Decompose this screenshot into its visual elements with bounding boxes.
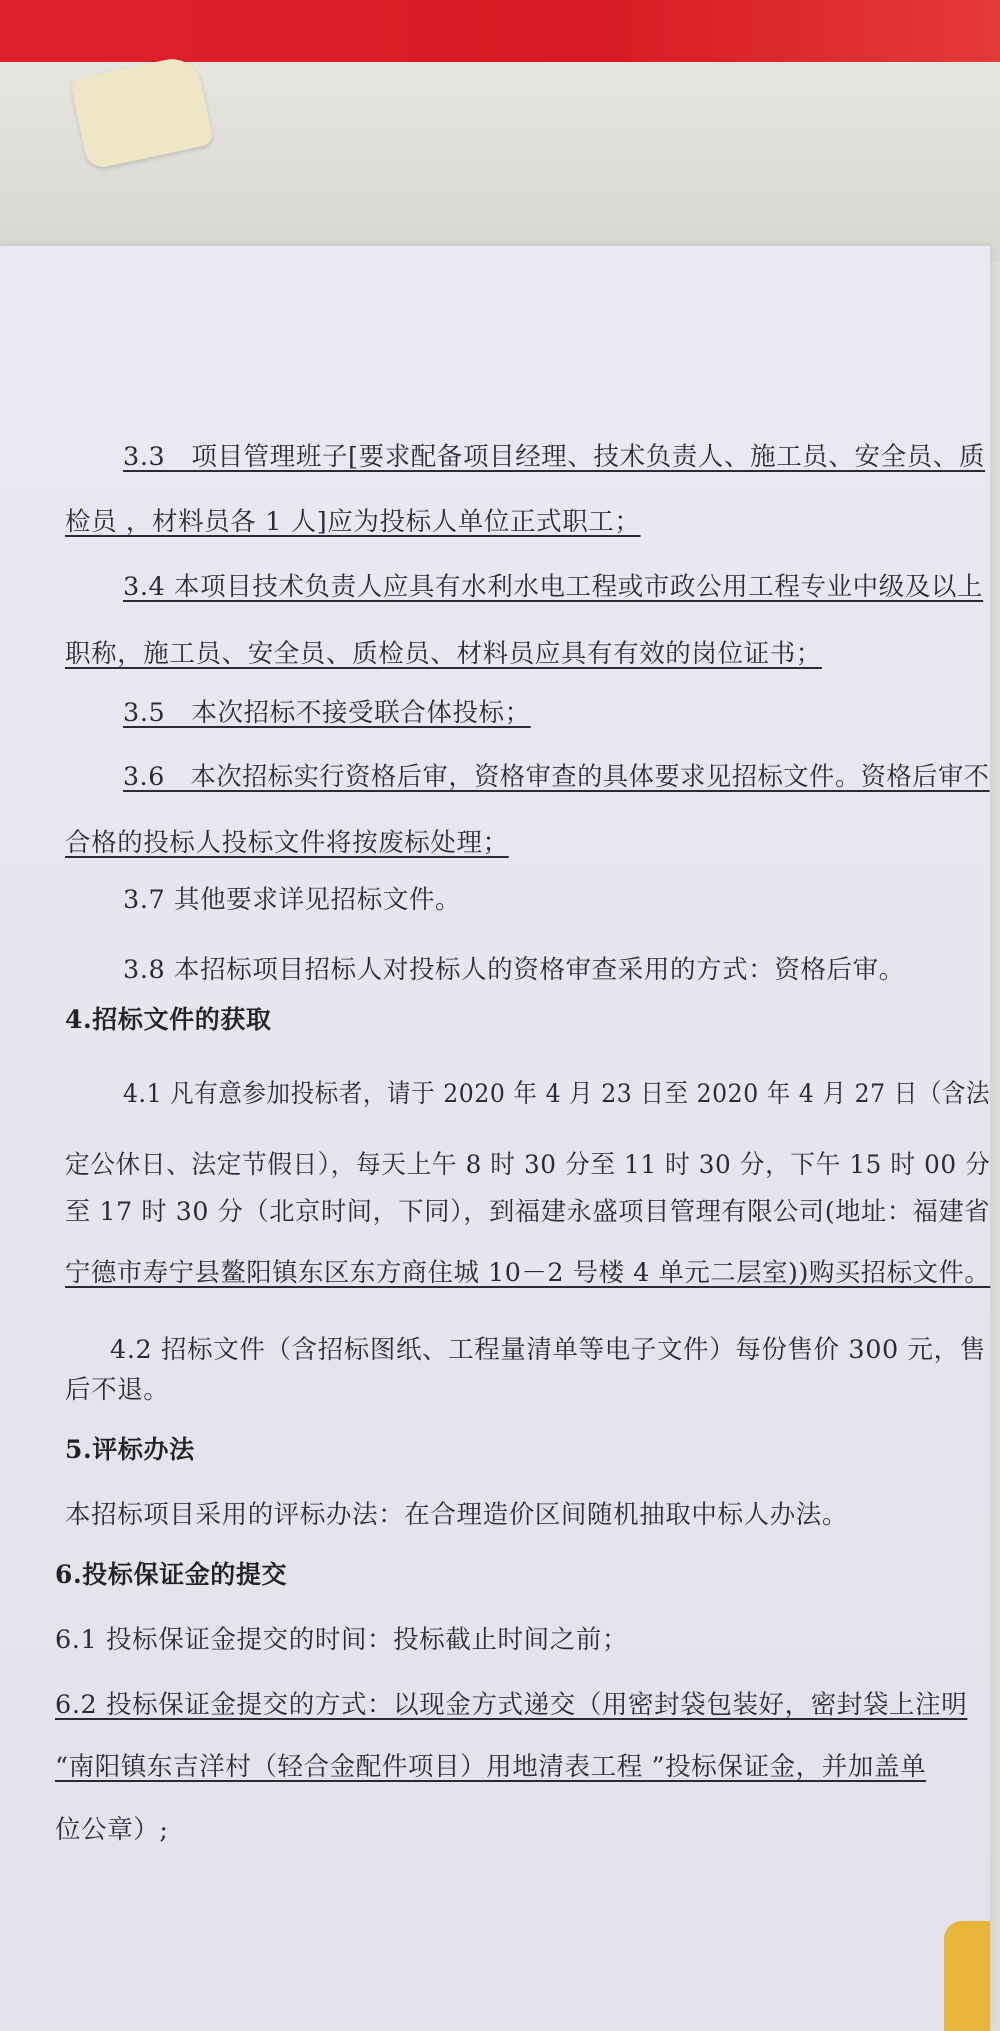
section-heading-6: 6.投标保证金的提交 — [55, 1560, 288, 1589]
section-heading-5: 5.评标办法 — [65, 1435, 195, 1464]
text-line-6-2-cont-1: “南阳镇东吉洋村（轻合金配件项目）用地清表工程 ”投标保证金，并加盖单 — [55, 1752, 927, 1782]
text-line-3-6-cont: 合格的投标人投标文件将按废标处理； — [65, 828, 509, 858]
section-heading-4: 4.招标文件的获取 — [65, 1005, 272, 1034]
text-line-3-5: 3.5 本次招标不接受联合体投标； — [123, 698, 531, 728]
red-banner-strip — [0, 0, 1000, 62]
text-line-3-4-cont: 职称，施工员、安全员、质检员、材料员应具有有效的岗位证书； — [65, 639, 822, 669]
text-line-6-2: 6.2 投标保证金提交的方式：以现金方式递交（用密封袋包装好，密封袋上注明 — [55, 1690, 968, 1720]
text-line-3-3-cont: 检员 ，材料员各 1 人]应为投标人单位正式职工； — [65, 507, 641, 537]
text-line-6-2-cont-2: 位公章）; — [55, 1815, 169, 1845]
text-line-4-2: 4.2 招标文件（含招标图纸、工程量清单等电子文件）每份售价 300 元，售 — [110, 1335, 986, 1365]
text-line-4-1-cont-1: 定公休日、法定节假日），每天上午 8 时 30 分至 11 时 30 分，下午 15 时 00 分 — [65, 1150, 991, 1180]
text-line-4-2-cont: 后不退。 — [65, 1375, 170, 1405]
text-line-3-3: 3.3 项目管理班子[要求配备项目经理、技术负责人、施工员、安全员、质 — [123, 442, 986, 472]
text-line-5-body: 本招标项目采用的评标办法：在合理造价区间随机抽取中标人办法。 — [65, 1500, 849, 1530]
text-line-3-6: 3.6 本次招标实行资格后审，资格审查的具体要求见招标文件。资格后审不 — [123, 762, 990, 792]
text-line-3-4: 3.4 本项目技术负责人应具有水利水电工程或市政公用工程专业中级及以上 — [123, 572, 984, 602]
text-line-4-1: 4.1 凡有意参加投标者，请于 2020 年 4 月 23 日至 2020 年 4 月 27 日（含法 — [123, 1079, 991, 1109]
corner-tape — [944, 1921, 990, 2031]
text-line-6-1: 6.1 投标保证金提交的时间：投标截止时间之前； — [55, 1625, 629, 1655]
text-line-3-7: 3.7 其他要求详见招标文件。 — [123, 885, 462, 915]
text-line-4-1-cont-3: 宁德市寿宁县鳌阳镇东区东方商住城 10－2 号楼 4 单元二层室))购买招标文件。 — [65, 1258, 991, 1288]
text-line-4-1-cont-2: 至 17 时 30 分（北京时间，下同），到福建永盛项目管理有限公司(地址：福建省 — [65, 1197, 991, 1227]
text-line-3-8: 3.8 本招标项目招标人对投标人的资格审查采用的方式：资格后审。 — [123, 955, 905, 985]
